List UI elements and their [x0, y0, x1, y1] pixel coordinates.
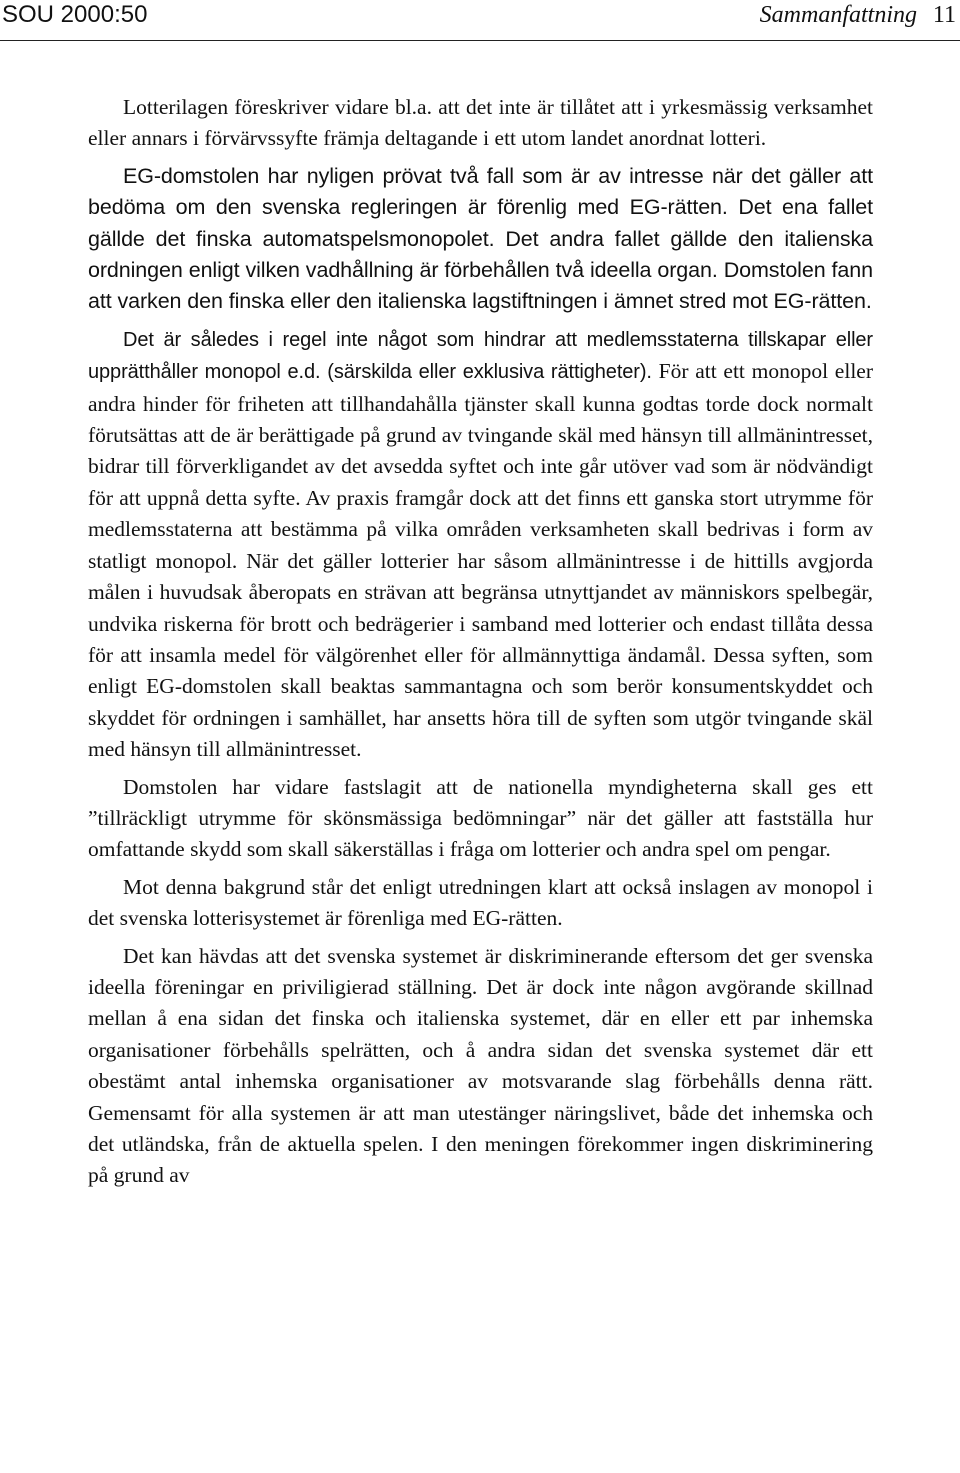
paragraph-3 — [88, 324, 873, 766]
paragraph-4 — [88, 772, 873, 866]
paragraph-4-text: Domstolen har vidare fastslagit att de nationella myndigheterna skall ges ett ”tillräckligt utrymme för skönsmässiga bedömningar” när det gäller att fastställa hur omfattande skydd som skall säkerställas i fråga om lotterier och andra spel om pengar. — [88, 774, 873, 862]
page-number: 11 — [932, 2, 956, 28]
paragraph-6-text: Det kan hävdas att det svenska systemet är diskriminerande eftersom det ger svenska ideella föreningar en priviligierad ställning. Det är dock inte någon avgörande skillnad mellan å ena sidan det finska och italienska systemet, där en eller ett par inhemska organisationer förbehålls spelrätten, och å andra sidan det svenska systemet där ett obestämt antal inhemska organisationer av motsvarande slag förbehålls denna rätt. Gemensamt för alla systemen är att man utestänger näringslivet, både det inhemska och det utländska, från de aktuella spelen. I den meningen förekommer ingen diskriminering på grund av — [88, 943, 873, 1188]
paragraph-2 — [88, 161, 873, 318]
paragraph-2-text: EG-domstolen har nyligen prövat två fall som är av intresse när det gäller att bedöma om den svenska regleringen är förenlig med EG-rätten. Det ena fallet gällde det finska automatspelsmonopolet. Det andra fallet gällde den italienska ordningen enligt vilken vadhållning är förbehållen två ideella organ. Domstolen fann att varken den finska eller den italienska lagstiftningen i ämnet stred mot EG-rätten. — [88, 163, 873, 314]
document-id: SOU 2000:50 — [2, 1, 148, 28]
paragraph-3-text: För att ett monopol eller andra hinder för friheten att tillhandahålla tjänster skall kunna godtas torde dock normalt förutsättas att de är berättigade på grund av tvingande skäl med hänsyn till allmänintresset, bidrar till förverkligandet av det avsedda syftet och inte går utöver vad som är nödvändigt för att uppnå detta syfte. Av praxis framgår dock att det finns ett ganska stort utrymme för medlemsstaterna att bestämma på vilka områden verksamheten skall bedrivas i form av statligt monopol. När det gäller lotterier har såsom allmänintresse i de hittills avgjorda målen i huvudsak åberopats en strävan att begränsa utnyttjandet av människors spelbegär, undvika riskerna för brott och bedrägerier i samband med lotterier och endast tillåta dessa för att insamla medel för välgörenhet eller för allmännyttiga ändamål. Dessa syften, som enligt EG-domstolen skall beaktas sammantagna och som berör konsumentskyddet och skyddet för ordningen i samhället, har ansetts höra till de syften som utgör tvingande skäl med hänsyn till allmänintresset. — [88, 359, 873, 762]
paragraph-1 — [88, 92, 873, 155]
paragraph-1-text: Lotterilagen föreskriver vidare bl.a. att det inte är tillåtet att i yrkesmässig verksamhet eller annars i förvärvssyfte främja deltagande i ett utom landet anordnat lotteri. — [88, 95, 873, 151]
page-header — [0, 0, 960, 44]
paragraph-3-lead-text: Det är således i regel inte något som hindrar att medlemsstaterna tillskapar eller upprätthåller monopol e.d. (särskilda eller exklusiva rättigheter). — [88, 328, 873, 384]
header-rule — [0, 40, 960, 41]
body-text — [88, 92, 873, 1198]
paragraph-6 — [88, 941, 873, 1192]
paragraph-5-text: Mot denna bakgrund står det enligt utredningen klart att också inslagen av monopol i det svenska lotterisystemet är förenliga med EG-rätten. — [88, 874, 873, 931]
paragraph-5 — [88, 872, 873, 935]
section-title: Sammanfattning — [759, 2, 917, 28]
